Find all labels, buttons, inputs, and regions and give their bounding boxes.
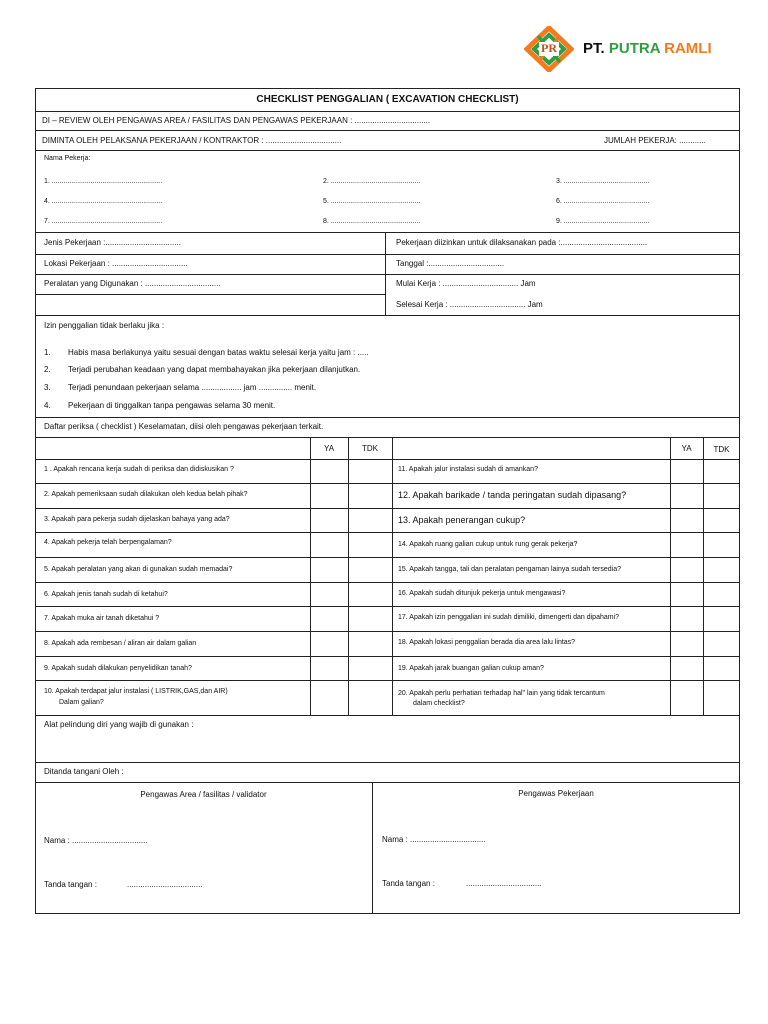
checklist-question: 12. Apakah barikade / tanda peringatan sudah dipasang? bbox=[398, 490, 627, 500]
permit-intro: Izin penggalian tidak berlaku jika : bbox=[44, 321, 165, 330]
company-name-1: PUTRA bbox=[608, 40, 660, 57]
equipment-field: Peralatan yang Digunakan : .................................. bbox=[44, 279, 221, 288]
name-left-field: Nama : .................................. bbox=[44, 836, 148, 845]
checklist-question: 4. Apakah pekerja telah berpengalaman? bbox=[44, 539, 172, 546]
ya-header-right: YA bbox=[681, 444, 692, 453]
checklist-question: 11. Apakah jalur instalasi sudah di amankan? bbox=[398, 466, 538, 473]
worker-count: JUMLAH PEKERJA: ............ bbox=[604, 136, 706, 145]
checklist-question: 16. Apakah sudah ditunjuk pekerja untuk mengawasi? bbox=[398, 590, 566, 597]
sign-dots-left: .................................. bbox=[127, 880, 203, 889]
worker-names-label: Nama Pekerja: bbox=[44, 155, 91, 162]
checklist-question: 15. Apakah tangga, tali dan peralatan pengaman lainya sudah tersedia? bbox=[398, 566, 622, 573]
permit-item-num: 2. bbox=[44, 365, 51, 374]
company-name bbox=[583, 40, 712, 57]
sign-left-title: Pengawas Area / fasilitas / validator bbox=[140, 790, 267, 799]
date-field: Tanggal :.................................. bbox=[396, 259, 505, 268]
worker-name-1: 1. ......................................................... bbox=[44, 178, 163, 185]
ya-header-left: YA bbox=[323, 444, 335, 453]
company-name-2: RAMLI bbox=[664, 40, 712, 57]
worker-name-2: 2. .............................................. bbox=[323, 178, 421, 185]
company-logo bbox=[524, 26, 574, 72]
worker-name-5: 5. .............................................. bbox=[323, 198, 421, 205]
checklist-question: 10. Apakah terdapat jalur instalasi ( LISTRIK,GAS,dan AIR) bbox=[44, 688, 228, 695]
permit-item: Pekerjaan di tinggalkan tanpa pengawas selama 30 menit. bbox=[68, 401, 276, 410]
sign-dots-right: .................................. bbox=[466, 879, 542, 888]
worker-name-9: 9. ............................................ bbox=[556, 218, 650, 225]
review-line: DI – REVIEW OLEH PENGAWAS AREA / FASILITAS DAN PENGAWAS PEKERJAAN : .................................. bbox=[42, 116, 431, 125]
permit-item: Terjadi penundaan pekerjaan selama .................. jam ............... menit. bbox=[68, 383, 317, 392]
checklist-question: 2. Apakah pemeriksaan sudah dilakukan oleh kedua belah pihak? bbox=[44, 491, 248, 498]
logo-letters: PR bbox=[541, 41, 557, 55]
requested-by: DIMINTA OLEH PELAKSANA PEKERJAAN / KONTRAKTOR : .................................. bbox=[42, 136, 342, 145]
tdk-header-left: TDK bbox=[362, 444, 378, 453]
checklist-question: 1 . Apakah rencana kerja sudah di periksa dan didiskusikan ? bbox=[44, 466, 234, 473]
tdk-header-right: TDK bbox=[713, 445, 730, 454]
worker-name-8: 8. .............................................. bbox=[323, 218, 421, 225]
permit-item-num: 4. bbox=[44, 401, 51, 410]
permit-item-num: 1. bbox=[44, 348, 51, 357]
checklist-question: 5. Apakah peralatan yang akan di gunakan sudah memadai? bbox=[44, 566, 233, 573]
checklist-question: 20. Apakah perlu perhatian terhadap hal" lain yang tidak tercantum bbox=[398, 690, 605, 697]
checklist-intro: Daftar periksa ( checklist ) Keselamatan, diisi oleh pengawas pekerjaan terkait. bbox=[44, 422, 324, 431]
page-title: CHECKLIST PENGGALIAN ( EXCAVATION CHECKLIST) bbox=[256, 94, 519, 105]
permit-item: Terjadi perubahan keadaan yang dapat membahayakan jika pekerjaan dilanjutkan. bbox=[68, 365, 361, 374]
checklist-question: 19. Apakah jarak buangan galian cukup aman? bbox=[398, 665, 544, 672]
sign-right-title: Pengawas Pekerjaan bbox=[518, 789, 594, 798]
worker-name-3: 3. ............................................ bbox=[556, 178, 650, 185]
job-location-field: Lokasi Pekerjaan : .................................. bbox=[44, 259, 188, 268]
checklist-question: 7. Apakah muka air tanah diketahui ? bbox=[44, 615, 160, 622]
name-right-field: Nama : .................................. bbox=[382, 835, 486, 844]
sign-label-right: Tanda tangan : bbox=[382, 879, 435, 888]
permit-item-num: 3. bbox=[44, 383, 51, 392]
end-work-field: Selesai Kerja : .................................. Jam bbox=[396, 300, 543, 309]
checklist-question: 8. Apakah ada rembesan / aliran air dalam galian bbox=[44, 640, 197, 647]
checklist-question: 3. Apakah para pekerja sudah dijelaskan bahaya yang ada? bbox=[44, 516, 230, 523]
ppe-label: Alat pelindung diri yang wajib di gunakan : bbox=[44, 720, 194, 729]
worker-name-7: 7. ......................................................... bbox=[44, 218, 163, 225]
job-type-field: Jenis Pekerjaan :.................................. bbox=[44, 238, 181, 247]
checklist-question-cont: dalam checklist? bbox=[413, 700, 465, 707]
worker-name-4: 4. ......................................................... bbox=[44, 198, 163, 205]
checklist-question: 18. Apakah lokasi penggalian berada dia area lalu lintas? bbox=[398, 639, 576, 646]
start-work-field: Mulai Kerja : .................................. Jam bbox=[396, 279, 536, 288]
checklist-question: 14. Apakah ruang galian cukup untuk rung gerak pekerja? bbox=[398, 541, 578, 548]
checklist-question-cont: Dalam galian? bbox=[59, 699, 104, 706]
checklist-question: 9. Apakah sudah dilakukan penyelidikan tanah? bbox=[44, 665, 192, 672]
worker-name-6: 6. ............................................ bbox=[556, 198, 650, 205]
checklist-question: 13. Apakah penerangan cukup? bbox=[398, 515, 526, 525]
checklist-question: 17. Apakah izin penggalian ini sudah dimiliki, dimengerti dan dipahami? bbox=[398, 614, 620, 621]
signed-by-label: Ditanda tangani Oleh : bbox=[44, 767, 124, 776]
permit-item: Habis masa berlakunya yaitu sesuai dengan batas waktu selesai kerja yaitu jam : ..... bbox=[68, 348, 369, 357]
sign-label-left: Tanda tangan : bbox=[44, 880, 97, 889]
job-allowed-field: Pekerjaan diizinkan untuk dilaksanakan pada :....................................... bbox=[396, 238, 648, 247]
company-prefix: PT. bbox=[583, 40, 605, 57]
checklist-question: 6. Apakah jenis tanah sudah di ketahui? bbox=[44, 591, 168, 598]
